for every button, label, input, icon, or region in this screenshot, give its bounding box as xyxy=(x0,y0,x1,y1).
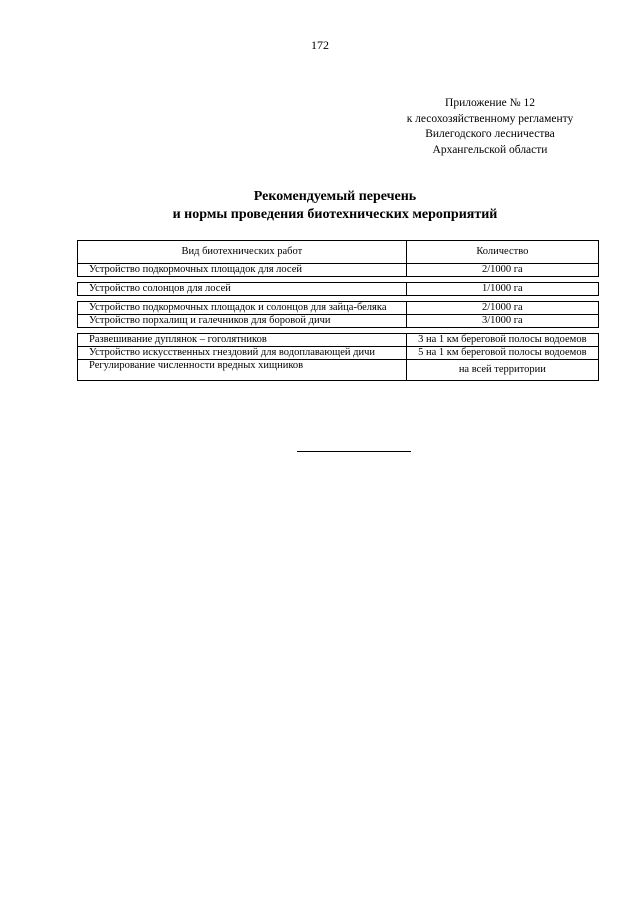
cell-work: Регулирование численности вредных хищников xyxy=(78,360,407,381)
title-line-1: Рекомендуемый перечень xyxy=(253,189,417,204)
cell-work: Устройство подкормочных площадок для лосей xyxy=(78,264,407,277)
appendix-line: Приложение № 12 xyxy=(445,97,535,109)
cell-work: Устройство искусственных гнездовий для водоплавающей дичи xyxy=(78,347,407,360)
cell-quantity: 3/1000 га xyxy=(406,315,598,328)
header-quantity: Количество xyxy=(406,241,598,264)
cell-quantity: 3 на 1 км береговой полосы водоемов xyxy=(406,334,598,347)
cell-work: Устройство подкормочных площадок и солонцов для зайца-беляка xyxy=(78,302,407,315)
table-row xyxy=(78,334,599,347)
appendix-line: Архангельской области xyxy=(432,143,548,156)
cell-work: Развешивание дуплянок – гоголятников xyxy=(78,334,407,347)
table-row xyxy=(78,302,599,315)
biotech-works-table xyxy=(77,240,599,381)
table-row xyxy=(78,315,599,328)
appendix-line: к лесохозяйственному регламенту xyxy=(406,112,574,125)
header-work-type: Вид биотехнических работ xyxy=(78,241,407,264)
cell-work: Устройство порхалищ и галечников для боровой дичи xyxy=(78,315,407,328)
title-line-2: и нормы проведения биотехнических мероприятий xyxy=(172,207,498,222)
cell-quantity: 2/1000 га xyxy=(406,264,598,277)
cell-work: Устройство солонцов для лосей xyxy=(78,283,407,296)
table-row xyxy=(78,283,599,296)
table-row xyxy=(78,360,599,381)
end-rule xyxy=(297,451,411,452)
cell-quantity: 2/1000 га xyxy=(406,302,598,315)
document-title xyxy=(0,188,640,224)
appendix-block xyxy=(380,96,600,158)
cell-quantity: на всей территории xyxy=(406,360,598,381)
cell-quantity: 1/1000 га xyxy=(406,283,598,296)
page-number: 172 xyxy=(311,38,329,52)
table-row xyxy=(78,347,599,360)
appendix-line: Вилегодского лесничества xyxy=(425,128,555,140)
table-row xyxy=(78,264,599,277)
cell-quantity: 5 на 1 км береговой полосы водоемов xyxy=(406,347,598,360)
table-header-row xyxy=(78,241,599,264)
